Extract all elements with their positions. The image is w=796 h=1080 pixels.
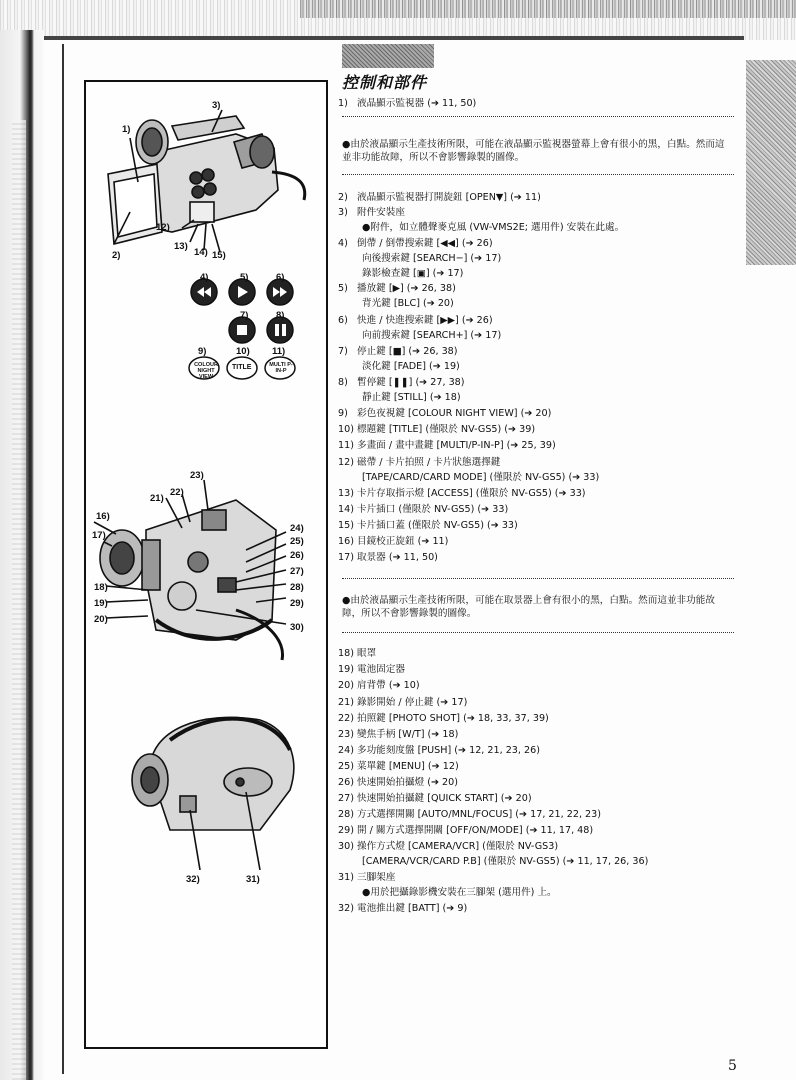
colour-night-view-button-label: COLOUR NIGHT VIEW bbox=[194, 362, 218, 380]
callout-26: 26) bbox=[290, 550, 304, 561]
list-subitem: [TAPE/CARD/CARD MODE] (僅限於 NV-GS5) (➔ 33) bbox=[362, 472, 600, 483]
list-item: 8) 暫停鍵 [❚❚] (➔ 27, 38) bbox=[338, 377, 465, 388]
list-item: 5) 播放鍵 [▶] (➔ 26, 38) bbox=[338, 283, 456, 294]
page-number: 5 bbox=[728, 1058, 737, 1074]
list-item: 26) 快速開始拍攝燈 (➔ 20) bbox=[338, 777, 458, 788]
list-item: 3) 附件安裝座 bbox=[338, 207, 405, 218]
scan-noise-top-dark bbox=[300, 0, 796, 18]
callout-14: 14) bbox=[194, 247, 208, 258]
list-item: 14) 卡片插口 (僅限於 NV-GS5) (➔ 33) bbox=[338, 504, 509, 515]
section-thumb-tab bbox=[746, 60, 796, 265]
list-item: 11) 多畫面 / 畫中畫鍵 [MULTI/P-IN-P] (➔ 25, 39) bbox=[338, 440, 556, 451]
list-item: 20) 肩背帶 (➔ 10) bbox=[338, 680, 420, 691]
title-button-label: TITLE bbox=[232, 364, 252, 371]
section-title: 控制和部件 bbox=[342, 73, 428, 92]
list-subitem: ●用於把攝錄影機安裝在三腳架 (選用件) 上。 bbox=[362, 887, 557, 898]
callout-25: 25) bbox=[290, 536, 304, 547]
list-item: 25) 菜單鍵 [MENU] (➔ 12) bbox=[338, 761, 459, 772]
callout-28: 28) bbox=[290, 582, 304, 593]
callout-18: 18) bbox=[94, 582, 108, 593]
list-subitem: 淡化鍵 [FADE] (➔ 19) bbox=[362, 361, 460, 372]
callout-30: 30) bbox=[290, 622, 304, 633]
list-item: 27) 快速開始拍攝鍵 [QUICK START] (➔ 20) bbox=[338, 793, 532, 804]
callout-32: 32) bbox=[186, 874, 200, 885]
list-item: 2) 液晶顯示監視器打開旋鈕 [OPEN▼] (➔ 11) bbox=[338, 192, 541, 203]
list-item: 29) 開 / 關方式選擇開關 [OFF/ON/MODE] (➔ 11, 17, 48) bbox=[338, 825, 594, 836]
scan-binding-texture bbox=[12, 120, 26, 1080]
list-item: 1) 液晶顯示監視器 (➔ 11, 50) bbox=[338, 98, 477, 109]
callout-27: 27) bbox=[290, 566, 304, 577]
page-margin-rule bbox=[62, 44, 64, 1074]
callout-12: 12) bbox=[156, 222, 170, 233]
list-item: 28) 方式選擇開關 [AUTO/MNL/FOCUS] (➔ 17, 21, 22, 23) bbox=[338, 809, 601, 820]
list-item: 10) 標題鍵 [TITLE] (僅限於 NV-GS5) (➔ 39) bbox=[338, 424, 536, 435]
list-subitem: 靜止鍵 [STILL] (➔ 18) bbox=[362, 392, 461, 403]
list-subitem: 背光鍵 [BLC] (➔ 20) bbox=[362, 298, 454, 309]
callout-11: 11) bbox=[272, 346, 286, 357]
list-subitem: 向後搜索鍵 [SEARCH−] (➔ 17) bbox=[362, 253, 502, 264]
list-subitem: [CAMERA/VCR/CARD P.B] (僅限於 NV-GS5) (➔ 11, 17, 26, 36) bbox=[362, 856, 649, 867]
top-border-line bbox=[44, 36, 744, 40]
list-item: 30) 操作方式燈 [CAMERA/VCR] (僅限於 NV-GS3) bbox=[338, 841, 559, 852]
note-lcd-pixels: ●由於液晶顯示生產技術所限，可能在液晶顯示監視器螢幕上會有很小的黑，白點。然而這並非功能故障，所以不會影響錄製的圖像。 bbox=[342, 139, 725, 163]
list-item: 24) 多功能刻度盤 [PUSH] (➔ 12, 21, 23, 26) bbox=[338, 745, 540, 756]
callout-19: 19) bbox=[94, 598, 108, 609]
list-item: 4) 倒帶 / 倒帶搜索鍵 [◀◀] (➔ 26) bbox=[338, 238, 493, 249]
list-item: 15) 卡片插口蓋 (僅限於 NV-GS5) (➔ 33) bbox=[338, 520, 518, 531]
list-subitem: 錄影檢查鍵 [▣] (➔ 17) bbox=[362, 268, 464, 279]
divider bbox=[342, 116, 734, 117]
callout-31: 31) bbox=[246, 874, 260, 885]
divider bbox=[342, 174, 734, 175]
section-header-block bbox=[342, 44, 434, 68]
callout-20: 20) bbox=[94, 614, 108, 625]
callout-13: 13) bbox=[174, 241, 188, 252]
callout-24: 24) bbox=[290, 523, 304, 534]
camcorder-bottom-illustration bbox=[110, 700, 310, 870]
callout-21: 21) bbox=[150, 493, 164, 504]
list-item: 17) 取景器 (➔ 11, 50) bbox=[338, 552, 438, 563]
callout-22: 22) bbox=[170, 487, 184, 498]
list-item: 19) 電池固定器 bbox=[338, 664, 405, 675]
list-item: 22) 拍照鍵 [PHOTO SHOT] (➔ 18, 33, 37, 39) bbox=[338, 713, 549, 724]
list-item: 21) 錄影開始 / 停止鍵 (➔ 17) bbox=[338, 697, 468, 708]
multi-pinp-button-label: MULTI P-IN-P bbox=[269, 362, 293, 374]
callout-16: 16) bbox=[96, 511, 110, 522]
note-viewfinder-pixels: ●由於液晶顯示生產技術所限，可能在取景器上會有很小的黑，白點。然而這並非功能故障，所以不會影響錄製的圖像。 bbox=[342, 595, 715, 619]
list-item: 12) 磁帶 / 卡片拍照 / 卡片狀態選擇鍵 bbox=[338, 457, 501, 468]
divider bbox=[342, 632, 734, 633]
divider bbox=[342, 578, 734, 579]
callout-7: 7) bbox=[240, 310, 249, 321]
list-item: 18) 眼罩 bbox=[338, 648, 377, 659]
callout-9: 9) bbox=[198, 346, 207, 357]
callout-3: 3) bbox=[212, 100, 221, 111]
list-item: 6) 快進 / 快進搜索鍵 [▶▶] (➔ 26) bbox=[338, 315, 493, 326]
callout-10: 10) bbox=[236, 346, 250, 357]
list-item: 32) 電池推出鍵 [BATT] (➔ 9) bbox=[338, 903, 468, 914]
callout-17: 17) bbox=[92, 530, 106, 541]
callout-8: 8) bbox=[276, 310, 285, 321]
list-item: 9) 彩色夜視鍵 [COLOUR NIGHT VIEW] (➔ 20) bbox=[338, 408, 552, 419]
list-item: 16) 目鏡校正旋鈕 (➔ 11) bbox=[338, 536, 449, 547]
list-item: 31) 三腳架座 bbox=[338, 872, 396, 883]
callout-23: 23) bbox=[190, 470, 204, 481]
list-subitem: 向前搜索鍵 [SEARCH+] (➔ 17) bbox=[362, 330, 502, 341]
callout-4: 4) bbox=[200, 272, 209, 283]
callout-2: 2) bbox=[112, 250, 121, 261]
callout-29: 29) bbox=[290, 598, 304, 609]
list-subitem: ●附件，如立體聲麥克風 (VW-VMS2E; 選用件) 安裝在此處。 bbox=[362, 222, 625, 233]
list-item: 7) 停止鍵 [■] (➔ 26, 38) bbox=[338, 346, 458, 357]
callout-15: 15) bbox=[212, 250, 226, 261]
list-item: 23) 變焦手柄 [W/T] (➔ 18) bbox=[338, 729, 459, 740]
list-item: 13) 卡片存取指示燈 [ACCESS] (僅限於 NV-GS5) (➔ 33) bbox=[338, 488, 586, 499]
callout-5: 5) bbox=[240, 272, 249, 283]
callout-1: 1) bbox=[122, 124, 131, 135]
callout-6: 6) bbox=[276, 272, 285, 283]
